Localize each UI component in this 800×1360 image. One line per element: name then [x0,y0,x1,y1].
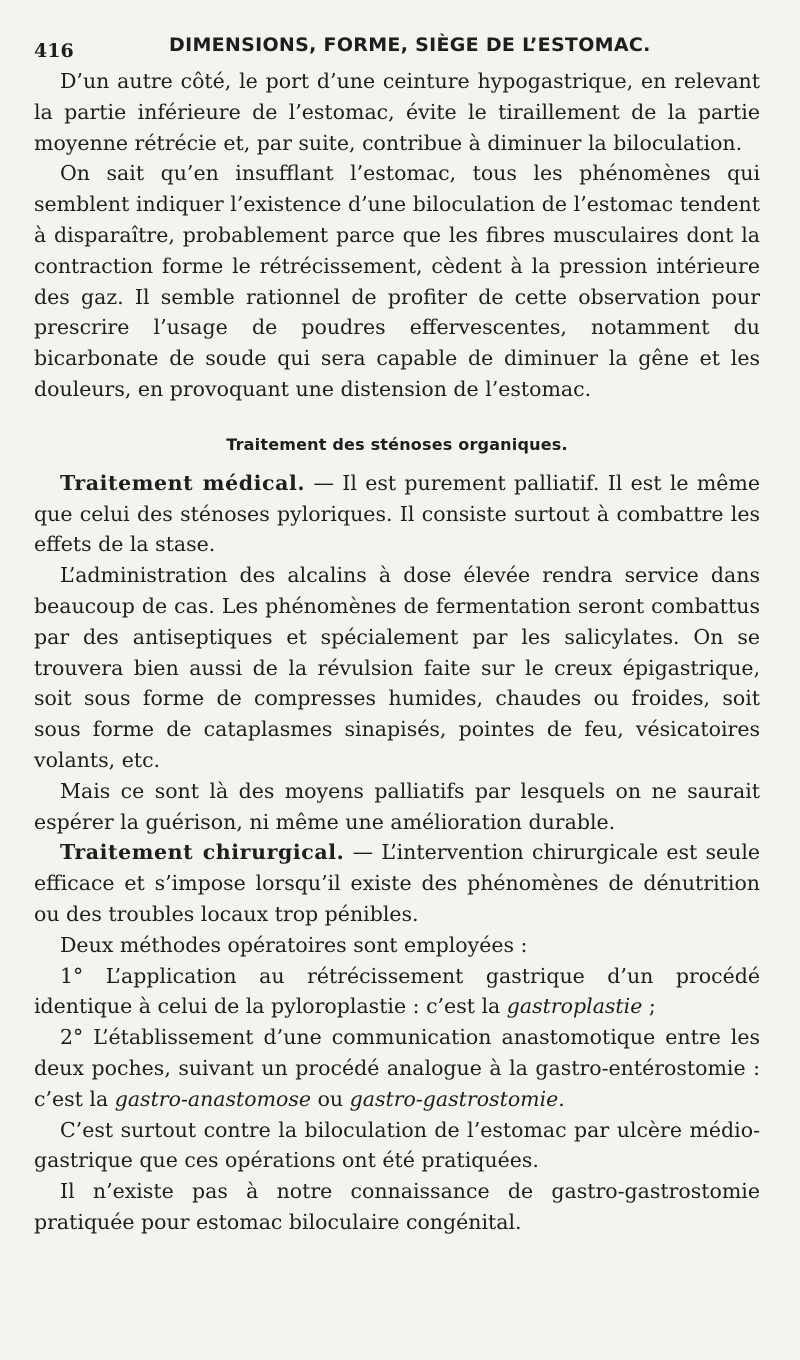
paragraph-method-2 [34,1022,760,1114]
traitement-medical-text: — Il est purement palliatif. Il est le même que celui des sténoses pyloriques. Il consiste surtout à combattre les effets de la stase. [34,470,760,557]
heading-traitement-medical: Traitement médical. [60,470,306,495]
term-gastroplastie: gastroplastie [506,994,643,1019]
paragraph-congenital: Il n’existe pas à notre connaissance de gastro-gastrostomie pratiquée pour estomac biloculaire congénital. [34,1179,760,1234]
paragraph-traitement-medical [34,468,760,560]
paragraph-insufflation: On sait qu’en insufflant l’estomac, tous les phénomènes qui semblent indiquer l’existence d’une biloculation de l’estomac tendent à disparaître, probablement parce que les fibres musculaires dont la contraction forme le rétrécissement, cèdent à la pression intérieure des gaz. Il semble rationnel de profiter de cette observation pour prescrire l’usage de poudres effervescentes, notamment du bicarbonate de soude qui sera capable de diminuer la gêne et les douleurs, en provoquant une distension de l’estomac. [34,161,760,401]
paragraph-ulcere: C’est surtout contre la biloculation de l’estomac par ulcère médio-gastrique que ces opérations ont été pratiquées. [34,1117,760,1173]
paragraph-method-1 [34,961,760,1023]
paragraph-ceinture: D’un autre côté, le port d’une ceinture hypogastrique, en relevant la partie inférieure de l’estomac, évite le tiraillement de la partie moyenne rétrécie et, par suite, contribue à diminuer la biloculation. [34,69,760,155]
method-2-mid: ou [311,1086,350,1111]
page-number: 416 [34,40,74,62]
paragraph-traitement-chirurgical [34,837,760,929]
traitement-chirurgical-text: — L’intervention chirurgicale est seule efficace et s’impose lorsqu’il existe des phénomènes de dénutrition ou des troubles locaux trop pénibles. [34,840,761,926]
page-header [34,26,760,66]
method-1-text: 1° L’application au rétrécissement gastrique d’un procédé identique à celui de la pyloroplastie : c’est la [34,963,760,1019]
heading-traitement-chirurgical: Traitement chirurgical. [60,840,345,865]
term-gastro-gastrostomie: gastro-gastrostomie. [349,1086,565,1111]
method-1-end: ; [642,994,656,1019]
running-head: DIMENSIONS, FORME, SIÈGE DE L’ESTOMAC. [169,34,651,56]
paragraph-alcalins: L’administration des alcalins à dose élevée rendra service dans beaucoup de cas. Les phénomènes de fermentation seront combattus par des antiseptiques et spécialement par les salicylates. On se trouvera bien aussi de la révulsion faite sur le creux épigastrique, soit sous forme de compresses humides, chaudes ou froides, soit sous forme de cataplasmes sinapisés, pointes de feu, vésicatoires volants, etc. [34,563,760,772]
method-2-text: 2° L’établissement d’une communication anastomotique entre les deux poches, suivant un procédé analogue à la gastro-entérostomie : c’est la [34,1025,760,1111]
section-title: Traitement des sténoses organiques. [226,434,568,454]
paragraph-moyens-palliatifs: Mais ce sont là des moyens palliatifs par lesquels on ne saurait espérer la guérison, ni même une amélioration durable. [34,778,760,834]
paragraph-methodes: Deux méthodes opératoires sont employées : [60,932,528,957]
term-gastro-anastomose: gastro-anastomose [114,1086,312,1111]
